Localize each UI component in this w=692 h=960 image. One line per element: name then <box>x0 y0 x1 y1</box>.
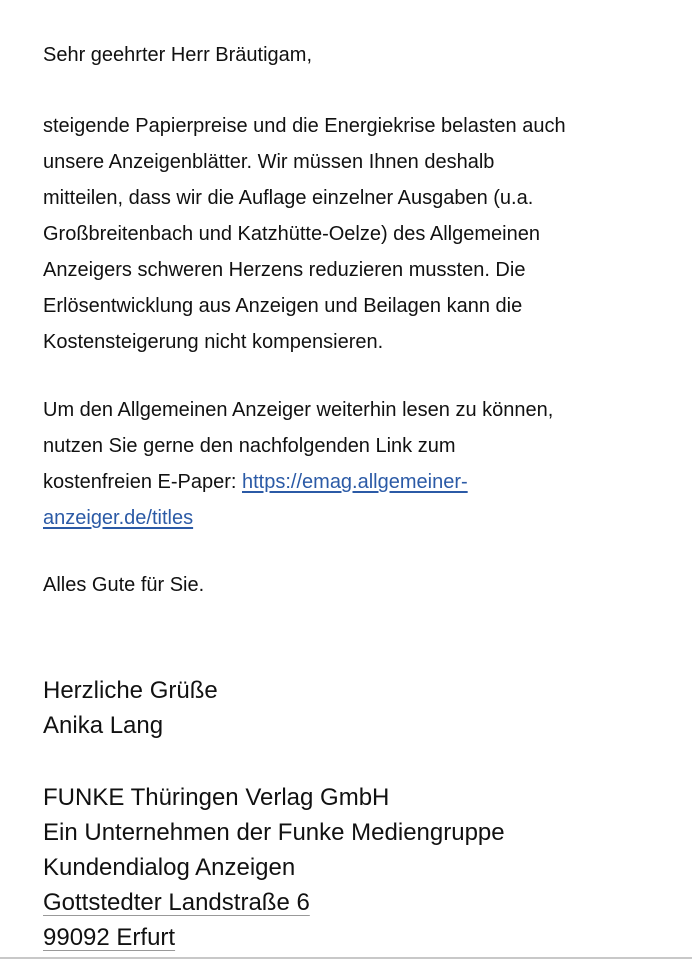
paragraph-circulation-notice <box>43 108 683 360</box>
paragraph-line: unsere Anzeigenblätter. Wir müssen Ihnen deshalb <box>43 151 495 173</box>
paragraph-line-with-link <box>43 500 683 536</box>
salutation-text: Sehr geehrter Herr Bräutigam, <box>43 44 313 66</box>
department-name: Kundendialog Anzeigen <box>43 854 296 881</box>
paragraph-line: steigende Papierpreise und die Energiekrise belasten auch <box>43 115 566 137</box>
address-street-link[interactable]: Gottstedter Landstraße 6 <box>43 889 310 916</box>
paragraph-line: nutzen Sie gerne den nachfolgenden Link zum <box>43 435 456 457</box>
paragraph-line: mitteilen, dass wir die Auflage einzelner Ausgaben (u.a. <box>43 187 534 209</box>
paragraph-epaper-info <box>43 392 683 536</box>
paragraph-line: Anzeigers schweren Herzens reduzieren mussten. Die <box>43 259 526 281</box>
closing-line <box>43 567 683 603</box>
signature-name: Anika Lang <box>43 712 164 739</box>
epaper-link-part1[interactable]: https://emag.allgemeiner- <box>242 471 468 493</box>
paragraph-line: Kostensteigerung nicht kompensieren. <box>43 331 384 353</box>
paragraph-line: Großbreitenbach und Katzhütte-Oelze) des Allgemeinen <box>43 223 540 245</box>
bottom-divider <box>0 957 692 959</box>
paragraph-line: Erlösentwicklung aus Anzeigen und Beilagen kann die <box>43 295 523 317</box>
company-group: Ein Unternehmen der Funke Mediengruppe <box>43 819 505 846</box>
salutation <box>43 37 683 73</box>
address-city-link[interactable]: 99092 Erfurt <box>43 924 176 951</box>
signature-greeting-block <box>43 673 218 743</box>
link-prefix-text: kostenfreien E-Paper: <box>43 471 242 493</box>
signature-greeting: Herzliche Grüße <box>43 677 218 704</box>
paragraph-line: Um den Allgemeinen Anzeiger weiterhin lesen zu können, <box>43 399 554 421</box>
paragraph-line-with-link <box>43 464 683 500</box>
company-name: FUNKE Thüringen Verlag GmbH <box>43 784 390 811</box>
signature-company-block <box>43 780 505 955</box>
epaper-link-part2[interactable]: anzeiger.de/titles <box>43 507 194 529</box>
closing-text: Alles Gute für Sie. <box>43 574 205 596</box>
